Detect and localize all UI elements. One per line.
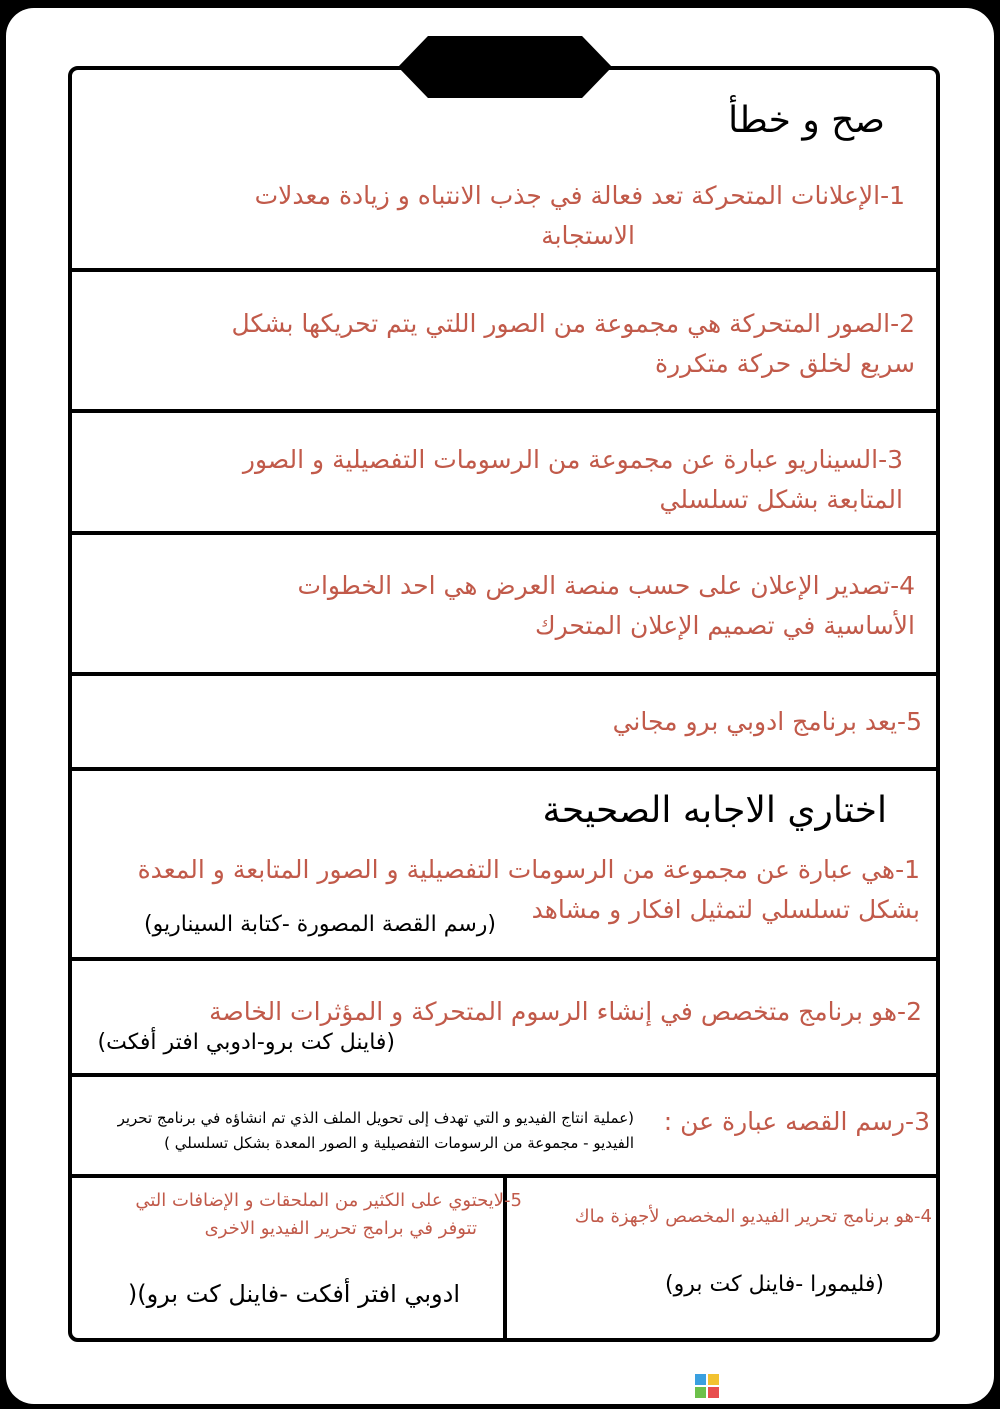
tf-question-5: 5-يعد برنامج ادوبي برو مجاني xyxy=(612,707,922,736)
tf-question-2-line1: 2-الصور المتحركة هي مجموعة من الصور اللتي يتم تحريكها بشكل xyxy=(231,309,915,338)
section-title-true-false: صح و خطأ xyxy=(728,100,885,141)
tf-question-3-line2: المتابعة بشكل تسلسلي xyxy=(659,485,903,514)
mc-question-1-line2: بشكل تسلسلي لتمثيل افكار و مشاهد xyxy=(531,895,920,924)
mc-question-5-open-paren: ( xyxy=(127,1280,138,1308)
row-divider xyxy=(68,1073,940,1077)
mc-question-5-options-text: ادوبي افتر أفكت -فاينل كت برو) xyxy=(137,1280,460,1308)
section-title-choose-answer: اختاري الاجابه الصحيحة xyxy=(542,790,887,831)
mc-question-1-options: (رسم القصة المصورة -كتابة السيناريو) xyxy=(144,912,496,937)
brand-text: LIVEWORKSHEETS xyxy=(723,1370,986,1401)
mc-question-2-options: (فاينل كت برو-ادوبي افتر أفكت) xyxy=(97,1030,395,1055)
mc-question-5-line2: تتوفر في برامج تحرير الفيديو الاخرى xyxy=(204,1218,477,1239)
row-divider xyxy=(68,409,940,413)
row-divider xyxy=(68,767,940,771)
tf-question-2-line2: سريع لخلق حركة متكررة xyxy=(655,349,915,378)
tf-question-3-line1: 3-السيناريو عبارة عن مجموعة من الرسومات التفصيلية و الصور xyxy=(242,445,903,474)
mc-question-5-line1: 5-لايحتوي على الكثير من الملحقات و الإضافات التي xyxy=(135,1190,522,1211)
tf-question-1-line1: 1-الإعلانات المتحركة تعد فعالة في جذب الانتباه و زيادة معدلات xyxy=(254,181,905,210)
row-divider xyxy=(68,957,940,961)
row-divider xyxy=(68,531,940,535)
row-divider xyxy=(68,268,940,272)
tf-question-4-line2: الأساسية في تصميم الإعلان المتحرك xyxy=(534,611,915,640)
row-divider xyxy=(68,672,940,676)
mc-question-3-options-line1: (عملية انتاج الفيديو و التي تهدف إلى تحويل الملف الذي تم انشاؤه في برنامج تحرير xyxy=(117,1109,634,1127)
mc-question-5-options xyxy=(128,1280,460,1308)
mc-question-3-options-line2: الفيديو - مجموعة من الرسومات التفصيلية و الصور المعدة بشكل تسلسلي ) xyxy=(164,1134,634,1152)
mc-question-4: 4-هو برنامج تحرير الفيديو المخصص لأجهزة ماك xyxy=(574,1206,932,1227)
mc-question-4-options: (فليمورا -فاينل كت برو) xyxy=(665,1272,884,1297)
liveworksheets-brand[interactable] xyxy=(695,1370,986,1402)
liveworksheets-logo-icon xyxy=(695,1374,719,1398)
mc-question-1-line1: 1-هي عبارة عن مجموعة من الرسومات التفصيلية و الصور المتابعة و المعدة xyxy=(137,855,920,884)
mc-question-3-label: 3-رسم القصه عبارة عن : xyxy=(663,1107,930,1136)
tf-question-4-line1: 4-تصدير الإعلان على حسب منصة العرض هي احد الخطوات xyxy=(297,571,915,600)
mc-question-2: 2-هو برنامج متخصص في إنشاء الرسوم المتحركة و المؤثرات الخاصة xyxy=(209,997,922,1026)
tf-question-1-line2: الاستجابة xyxy=(541,221,635,250)
